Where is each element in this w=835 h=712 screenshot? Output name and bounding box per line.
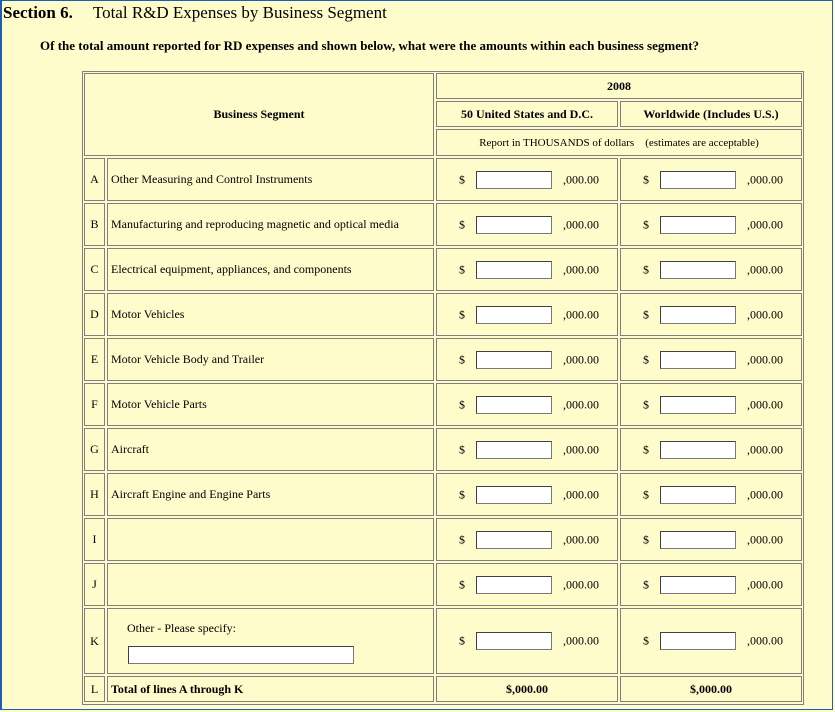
amount-suffix: ,000.00: [563, 532, 599, 546]
row-letter: L: [84, 676, 105, 702]
amount-cell-worldwide: [620, 158, 802, 201]
segment-name: [107, 563, 434, 606]
amount-input-a-worldwide[interactable]: [660, 171, 736, 189]
amount-cell-us: [436, 248, 618, 291]
total-us: $,000.00: [436, 676, 618, 702]
amount-cell-us: [436, 563, 618, 606]
amount-input-d-worldwide[interactable]: [660, 306, 736, 324]
dollar-sign: $: [459, 172, 465, 186]
segment-expense-table: [82, 71, 804, 705]
amount-suffix: ,000.00: [563, 397, 599, 411]
segment-name: Other Measuring and Control Instruments: [107, 158, 434, 201]
amount-input-e-worldwide[interactable]: [660, 351, 736, 369]
row-letter: G: [84, 428, 105, 471]
row-letter: J: [84, 563, 105, 606]
amount-input-g-us[interactable]: [476, 441, 552, 459]
dollar-sign: $: [643, 172, 649, 186]
row-letter: I: [84, 518, 105, 561]
section-number: Section 6.: [3, 3, 73, 22]
question-text: Of the total amount reported for RD expenses and shown below, what were the amounts within each business segment?: [40, 38, 700, 53]
segment-name: [107, 518, 434, 561]
amount-cell-us: [436, 203, 618, 246]
amount-input-e-us[interactable]: [476, 351, 552, 369]
column-header-worldwide: Worldwide (Includes U.S.): [620, 101, 802, 127]
amount-suffix: ,000.00: [563, 352, 599, 366]
amount-suffix: ,000.00: [563, 172, 599, 186]
amount-cell-us: [436, 608, 618, 674]
column-header-segment: Business Segment: [84, 73, 434, 156]
row-letter: E: [84, 338, 105, 381]
dollar-sign: $: [459, 442, 465, 456]
dollar-sign: $: [459, 577, 465, 591]
amount-input-f-us[interactable]: [476, 396, 552, 414]
amount-suffix: ,000.00: [563, 633, 599, 648]
row-letter: F: [84, 383, 105, 426]
row-letter: B: [84, 203, 105, 246]
dollar-sign: $: [459, 532, 465, 546]
amount-cell-worldwide: [620, 563, 802, 606]
amount-cell-worldwide: [620, 473, 802, 516]
section-title: Total R&D Expenses by Business Segment: [92, 3, 387, 22]
amount-suffix: ,000.00: [563, 577, 599, 591]
amount-suffix: ,000.00: [747, 577, 783, 591]
total-worldwide: $,000.00: [620, 676, 802, 702]
amount-input-c-worldwide[interactable]: [660, 261, 736, 279]
segment-name: Manufacturing and reproducing magnetic and optical media: [107, 203, 434, 246]
other-specify-label: Other - Please specify:: [127, 621, 236, 635]
total-label: Total of lines A through K: [107, 676, 434, 702]
dollar-sign: $: [643, 633, 649, 648]
section-heading: [3, 3, 387, 23]
amount-cell-worldwide: [620, 383, 802, 426]
dollar-sign: $: [643, 307, 649, 321]
amount-input-d-us[interactable]: [476, 306, 552, 324]
amount-suffix: ,000.00: [747, 172, 783, 186]
amount-suffix: ,000.00: [747, 487, 783, 501]
dollar-sign: $: [643, 487, 649, 501]
amount-suffix: ,000.00: [563, 262, 599, 276]
amount-input-k-us[interactable]: [476, 632, 552, 650]
amount-suffix: ,000.00: [563, 217, 599, 231]
amount-input-h-worldwide[interactable]: [660, 486, 736, 504]
amount-suffix: ,000.00: [747, 442, 783, 456]
row-letter: K: [84, 608, 105, 674]
amount-cell-worldwide: [620, 248, 802, 291]
amount-cell-worldwide: [620, 518, 802, 561]
amount-cell-us: [436, 293, 618, 336]
segment-name: Motor Vehicle Parts: [107, 383, 434, 426]
amount-cell-worldwide: [620, 428, 802, 471]
amount-cell-us: [436, 428, 618, 471]
amount-cell-worldwide: [620, 338, 802, 381]
dollar-sign: $: [459, 397, 465, 411]
amount-input-b-worldwide[interactable]: [660, 216, 736, 234]
amount-cell-worldwide: [620, 203, 802, 246]
column-header-us: 50 United States and D.C.: [436, 101, 618, 127]
amount-input-c-us[interactable]: [476, 261, 552, 279]
amount-input-b-us[interactable]: [476, 216, 552, 234]
amount-input-a-us[interactable]: [476, 171, 552, 189]
segment-name: Motor Vehicles: [107, 293, 434, 336]
row-letter: H: [84, 473, 105, 516]
amount-input-g-worldwide[interactable]: [660, 441, 736, 459]
dollar-sign: $: [459, 262, 465, 276]
amount-suffix: ,000.00: [747, 307, 783, 321]
amount-cell-us: [436, 473, 618, 516]
segment-name: Electrical equipment, appliances, and components: [107, 248, 434, 291]
dollar-sign: $: [459, 487, 465, 501]
dollar-sign: $: [459, 217, 465, 231]
segment-name: Aircraft Engine and Engine Parts: [107, 473, 434, 516]
dollar-sign: $: [459, 307, 465, 321]
amount-input-k-worldwide[interactable]: [660, 632, 736, 650]
amount-suffix: ,000.00: [747, 532, 783, 546]
segment-name: Motor Vehicle Body and Trailer: [107, 338, 434, 381]
amount-input-j-worldwide[interactable]: [660, 576, 736, 594]
amount-suffix: ,000.00: [563, 307, 599, 321]
amount-suffix: ,000.00: [563, 487, 599, 501]
dollar-sign: $: [643, 352, 649, 366]
units-note: Report in THOUSANDS of dollars (estimates are acceptable): [436, 129, 802, 156]
amount-input-i-us[interactable]: [476, 531, 552, 549]
amount-input-h-us[interactable]: [476, 486, 552, 504]
column-header-year: 2008: [436, 73, 802, 99]
dollar-sign: $: [643, 262, 649, 276]
amount-suffix: ,000.00: [563, 442, 599, 456]
dollar-sign: $: [643, 442, 649, 456]
amount-suffix: ,000.00: [747, 352, 783, 366]
amount-input-f-worldwide[interactable]: [660, 396, 736, 414]
dollar-sign: $: [459, 633, 465, 648]
segment-name: Aircraft: [107, 428, 434, 471]
amount-cell-us: [436, 158, 618, 201]
row-letter: D: [84, 293, 105, 336]
amount-cell-us: [436, 338, 618, 381]
dollar-sign: $: [643, 217, 649, 231]
row-letter: A: [84, 158, 105, 201]
row-letter: C: [84, 248, 105, 291]
dollar-sign: $: [643, 532, 649, 546]
amount-suffix: ,000.00: [747, 262, 783, 276]
amount-cell-worldwide: [620, 293, 802, 336]
amount-cell-us: [436, 383, 618, 426]
amount-suffix: ,000.00: [747, 217, 783, 231]
amount-input-i-worldwide[interactable]: [660, 531, 736, 549]
dollar-sign: $: [459, 352, 465, 366]
amount-suffix: ,000.00: [747, 397, 783, 411]
amount-suffix: ,000.00: [747, 633, 783, 648]
amount-cell-worldwide: [620, 608, 802, 674]
other-specify-input[interactable]: [128, 646, 354, 664]
amount-input-j-us[interactable]: [476, 576, 552, 594]
dollar-sign: $: [643, 577, 649, 591]
amount-cell-us: [436, 518, 618, 561]
other-segment-cell: [107, 608, 434, 674]
dollar-sign: $: [643, 397, 649, 411]
